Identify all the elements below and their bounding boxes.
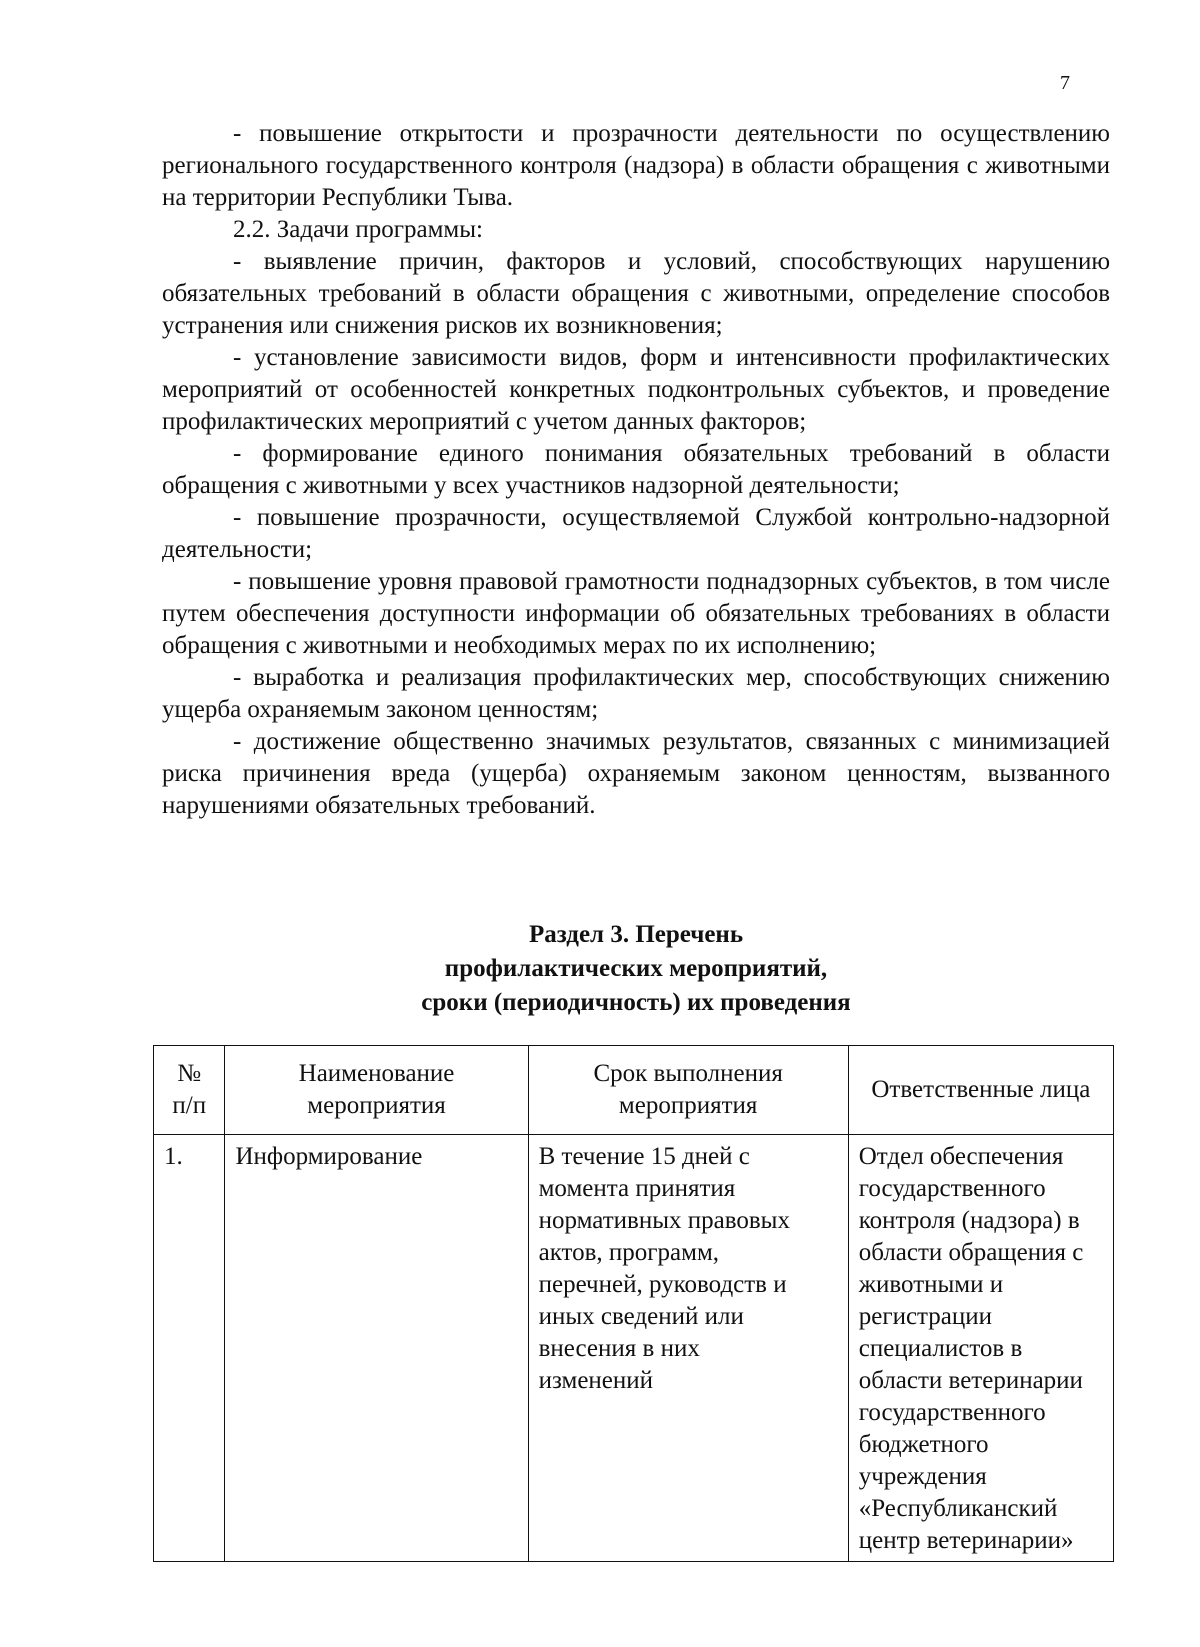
section-heading-line-2: профилактических мероприятий, (444, 955, 828, 982)
header-deadline: Срок выполнения мероприятия (528, 1046, 848, 1135)
header-number: № п/п (154, 1046, 225, 1135)
paragraph-task-dependency: - установление зависимости видов, форм и интенсивности профилактических мероприятий от особенностей конкретных подконтрольных субъектов, и проведение профилактических мероприятий с учетом данных факторов; (162, 344, 1110, 435)
cell-event-name: Информирование (225, 1135, 528, 1562)
events-table (153, 1045, 1114, 1562)
header-responsible: Ответственные лица (848, 1046, 1113, 1135)
paragraph-task-transparency: - повышение прозрачности, осуществляемой Службой контрольно-надзорной деятельности; (162, 504, 1110, 563)
paragraph-openness: - повышение открытости и прозрачности деятельности по осуществлению регионального государственного контроля (надзора) в области обращения с животными на территории Республики Тыва. (162, 120, 1110, 211)
table-row (154, 1135, 1114, 1562)
cell-number: 1. (154, 1135, 225, 1562)
cell-responsible: Отдел обеспечения государственного контроля (надзора) в области обращения с животными и регистрации специалистов в области ветеринарии государственного бюджетного учреждения «Республиканский центр ветеринарии» (848, 1135, 1113, 1562)
paragraph-task-measures: - выработка и реализация профилактических мер, способствующих снижению ущерба охраняемым законом ценностям; (162, 664, 1110, 723)
paragraph-task-understanding: - формирование единого понимания обязательных требований в области обращения с животными у всех участников надзорной деятельности; (162, 440, 1110, 499)
section-heading-line-1: Раздел 3. Перечень (528, 921, 744, 948)
body-text (162, 118, 1110, 822)
header-event-name: Наименование мероприятия (225, 1046, 528, 1135)
section-heading (162, 918, 1110, 1020)
section-heading-line-3: сроки (периодичность) их проведения (421, 989, 851, 1016)
paragraph-task-literacy: - повышение уровня правовой грамотности поднадзорных субъектов, в том числе путем обеспечения доступности информации об обязательных требованиях в области обращения с животными и необходимых мерах по их исполнению; (162, 568, 1110, 659)
table-header-row (154, 1046, 1114, 1135)
paragraph-task-causes: - выявление причин, факторов и условий, способствующих нарушению обязательных требований в области обращения с животными, определение способов устранения или снижения рисков их возникновения; (162, 248, 1110, 339)
paragraph-tasks-heading: 2.2. Задачи программы: (233, 216, 483, 243)
paragraph-task-results: - достижение общественно значимых результатов, связанных с минимизацией риска причинения вреда (ущерба) охраняемым законом ценностям, вызванного нарушениями обязательных требований. (162, 728, 1110, 819)
page-number: 7 (1060, 72, 1070, 94)
cell-deadline: В течение 15 дней с момента принятия нормативных правовых актов, программ, перечней, руководств и иных сведений или внесения в них изменений (528, 1135, 848, 1562)
